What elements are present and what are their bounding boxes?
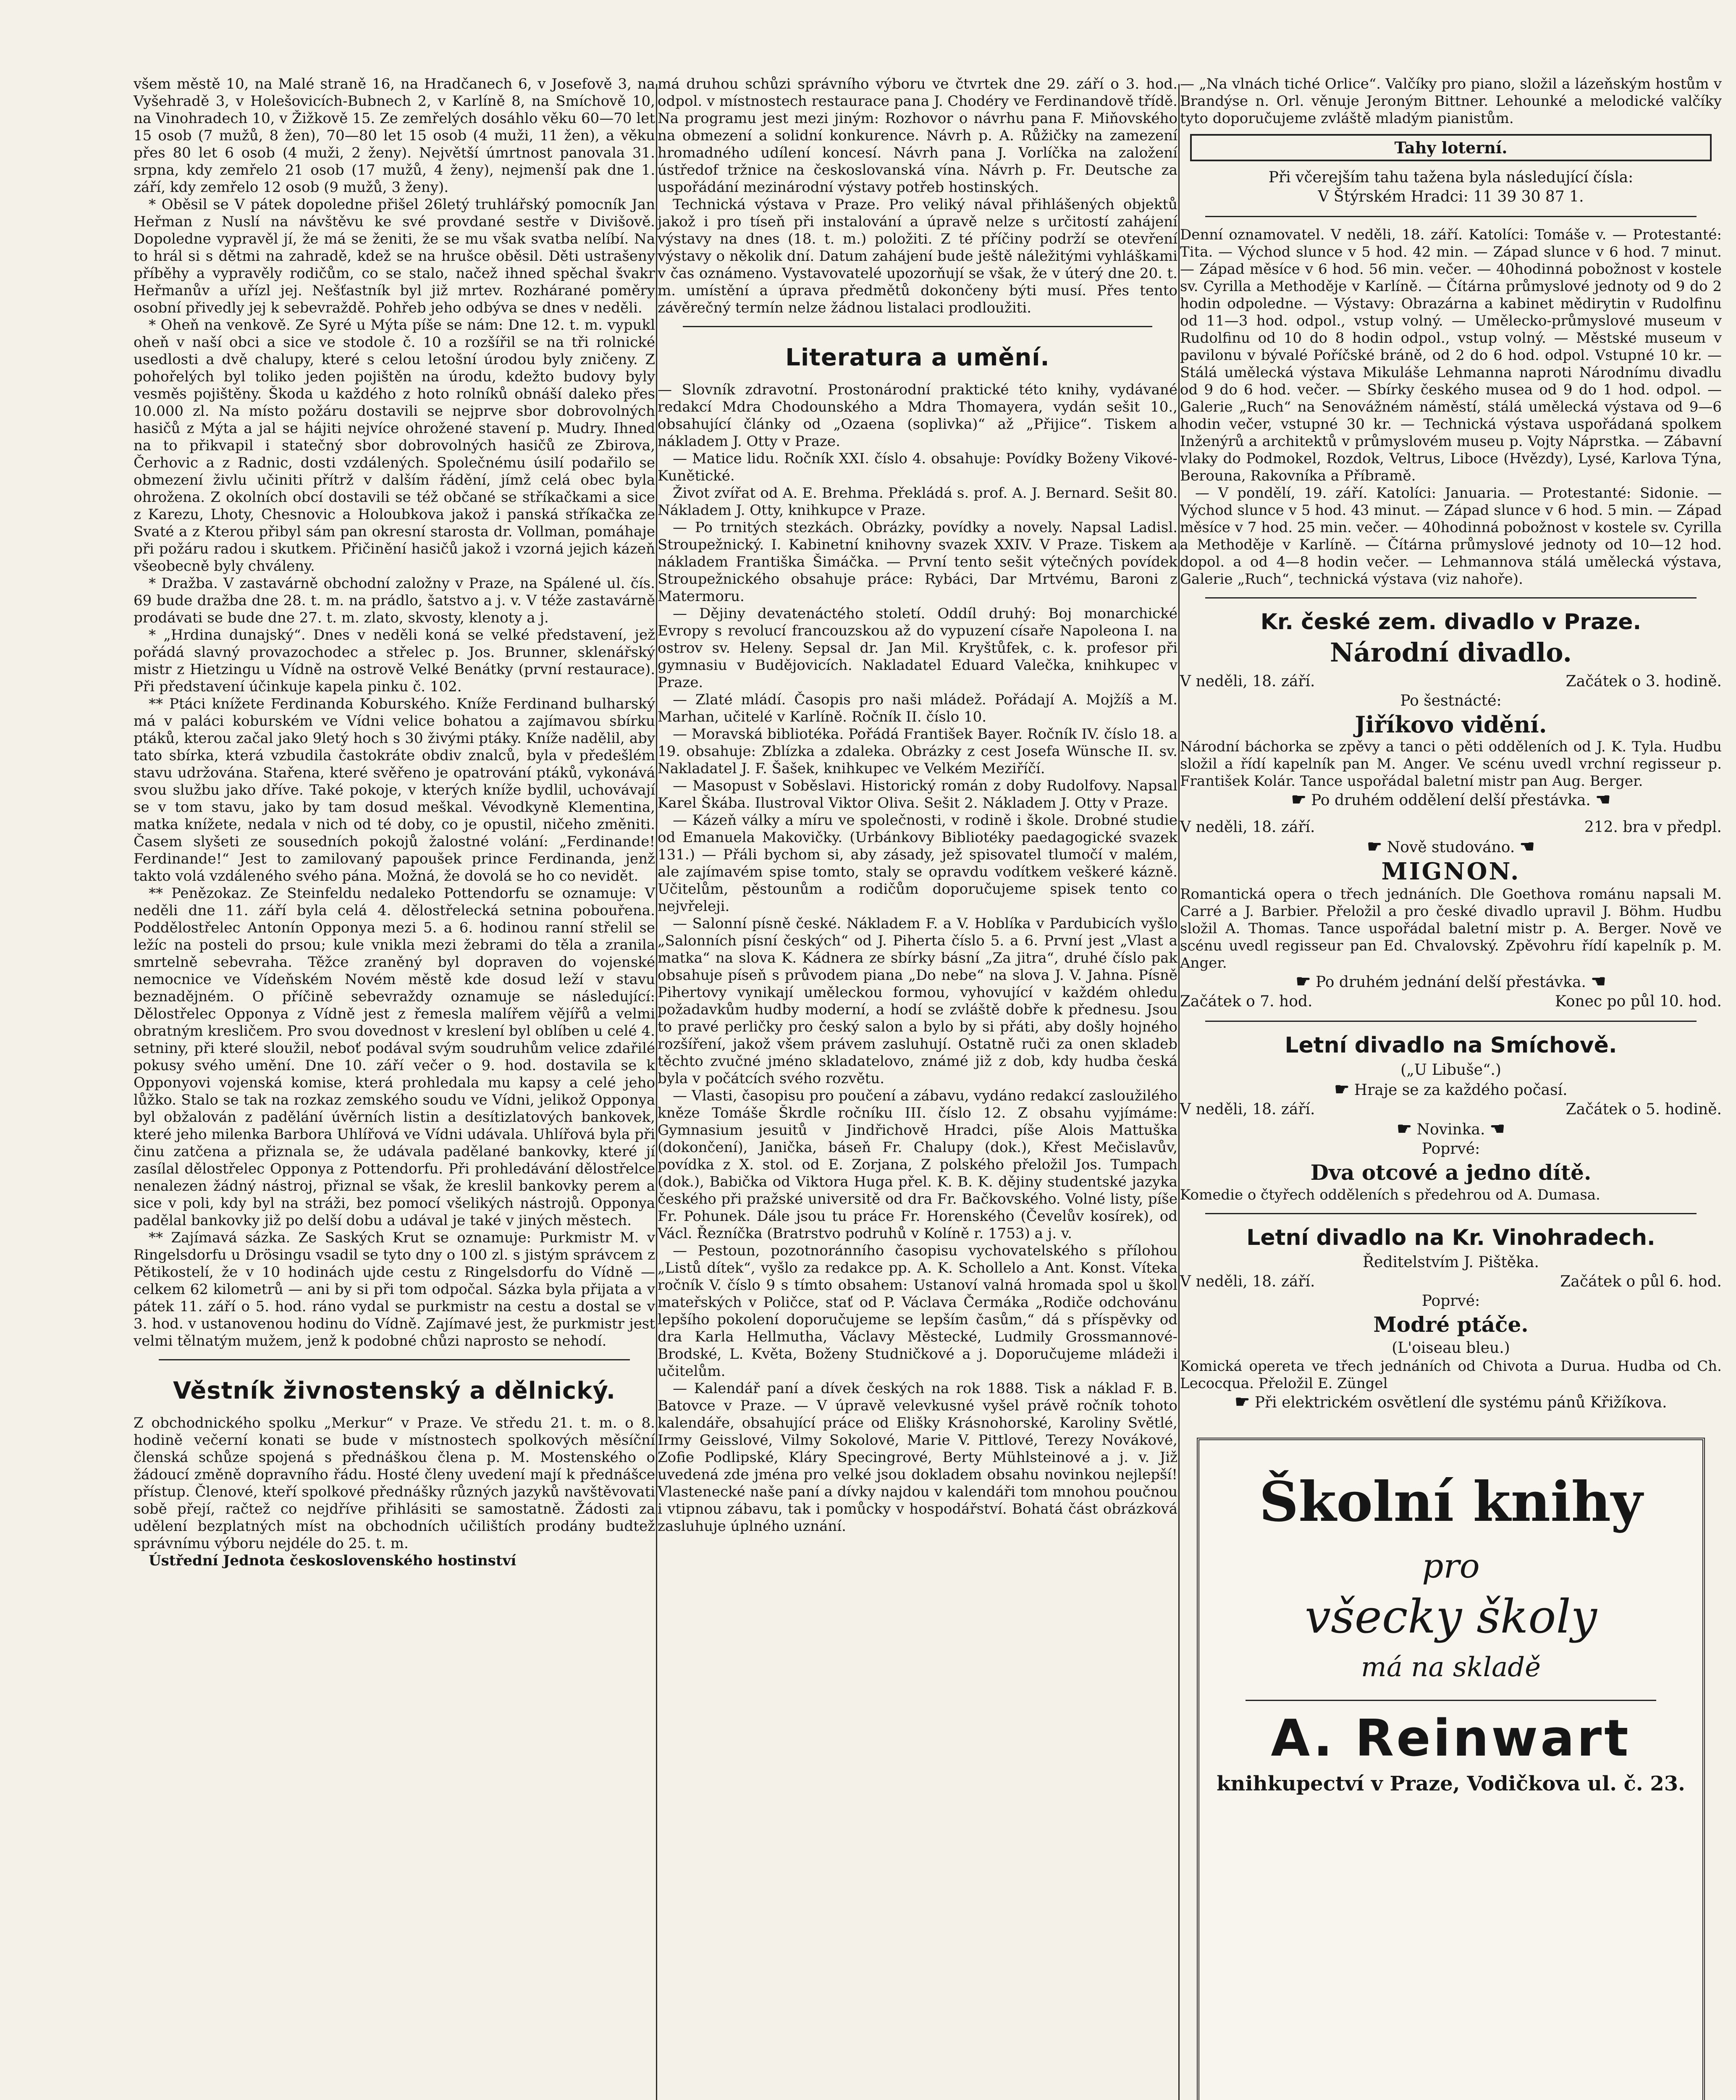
novelty-note	[1180, 1119, 1722, 1139]
performance-line	[1180, 672, 1722, 691]
review-paragraph: Život zvířat od A. E. Brehma. Překládá s. prof. A. J. Bernard. Sešit 80. Nákladem J. Otty, knihkupce v Praze.	[658, 485, 1177, 519]
play-title: Jiříkovo vidění.	[1355, 711, 1547, 738]
news-paragraph: * „Hrdina dunajský“. Dnes v neděli koná se velké představení, jež pořádá slavný provazochodec a střelec p. Jos. Brunner, sklenářský mistr z Hietzingu u Vídně na ostrově Velké Benátky (první restaurace). Při představení účinkuje kapela pinku č. 102.	[134, 627, 655, 695]
news-paragraph: * Oheň na venkově. Ze Syré u Mýta píše se nám: Dne 12. t. m. vypukl oheň v naší obci a sice ve stodole č. 10 a rozšířil se na tři rolnické usedlosti a dvě chalupy, které s celou letošní úrodou byly zničeny. Z pohořelých byl toliko jeden pojištěn na úrodu, kdežto budovy byly vesměs pojištěny. Škoda u každého z hoto rolníků obnáší daleko přes 10.000 zl. Na místo požáru dostavili se nejprve sbor dobrovolných hasičů z Mýta a jal se hájiti nejvíce ohrožené stavení p. Mudry. Ihned na to přikvapil i statečný sbor dobrovolných hasičů ze Zbirova, Čerhovic a z Radnic, dosti vzdálených. Společnému úsilí podařilo se obmezení živlu učiniti přítrž v dalším řádění, jímž celá obec byla ohrožena. Z okolních obcí dostavili se též občané se stříkačkami a sice z Karezu, Lhoty, Chesnovic a Holoubkova jakož i panská stříkačka ze Svaté a z Kterou přibyl sám pan okresní starosta dr. Vollman, pomáhaje při požáru radou i skutkem. Přičinění hasičů jakož i vzorná jejich kázeň všeobecně byly chváleny.	[134, 317, 655, 575]
news-paragraph: Z obchodnického spolku „Merkur“ v Praze. Ve středu 21. t. m. o 8. hodině večerní konati se bude v místnostech spolkových měsíční členská schůze spojená s přednáškou člena p. M. Mostenského o žádoucí změně dopravního řádu. Hosté členy uvedení mají k přednášce přístup. Členové, kteří spolkové přednášky různých jazyků navštěvovati sobě přejí, račtež co nejdříve přihlásiti se samostatně. Žádosti za udělení bezplatných míst na obchodních učilištích prodány budtež správnímu výboru nejdéle do 25. t. m.	[134, 1415, 655, 1552]
performance-line	[1180, 818, 1722, 837]
review-paragraph: — Vlasti, časopisu pro poučení a zábavu, vydáno redakcí zasloužilého kněze Tomáše Škrdle ročníku III. číslo 12. Z obsahu vyjímáme: Gymnasium jesuitů v Jindřichově Hradci, píše Alois Mattuška (dokončení), Janička, báseň Fr. Chalupy (dok.), Křest Mečislavův, povídka z X. stol. od E. Zorjana, Z polského přeložil Jos. Tumpach (dok.), Babička od Viktora Huga přel. K. B. K. dějiny studentské jazyka českého při pražské universitě od dra Fr. Bačkovského. Volné listy, píše Fr. Pohunek. Dále jsou tu práce Fr. Horenského (Čevelův kosírek), od Václ. Řezníčka (Bratrstvo podruhů v Kolíně r. 1753) a j. v.	[658, 1087, 1177, 1242]
review-paragraph: — Pestoun, pozotnoránního časopisu vychovatelského s přílohou „Listů dítek“, vyšlo za redakce pp. A. K. Schollelo a Ant. Konst. Víteka ročník V. číslo 9 s tímto obsahem: Ustanoví valná hromada spol u škol mateřských v Poličce, stať od P. Václava Čermáka „Rodiče odchovánu lepšího pokolení doporučujeme se lepším časům,“ dá s příspěvky od dra Karla Hellmutha, Václavy Městecké, Ludmily Grossmannové-Brodské, L. Květa, Boženy Studničkové a j. Doporučujeme mládeži i učitelům.	[658, 1242, 1177, 1380]
operetta-title: Modré ptáče.	[1373, 1312, 1529, 1337]
new-study-text: Nově studováno.	[1387, 839, 1515, 856]
original-title: (L'oiseau bleu.)	[1392, 1339, 1510, 1357]
review-paragraph: — Zlaté mládí. Časopis pro naši mládež. Pořádají A. Mojžíš a M. Marhan, učitelé v Karlíně. Ročník II. číslo 10.	[658, 691, 1177, 725]
vinohrady-theatre-title: Letní divadlo na Kr. Vinohradech.	[1246, 1225, 1655, 1250]
weather-text: Hraje se za každého počasí.	[1354, 1082, 1568, 1099]
venue-name: („U Libuše“.)	[1400, 1061, 1501, 1079]
column-2	[658, 76, 1177, 1535]
pointing-hand-icon: ☛	[1397, 1119, 1412, 1139]
lighting-note	[1180, 1392, 1722, 1412]
review-paragraph: — Masopust v Soběslavi. Historický román z doby Rudolfovy. Napsal Karel Škába. Ilustroval Viktor Oliva. Sešit 2. Nákladem J. Otty v Praze.	[658, 777, 1177, 811]
news-paragraph: ** Zajímavá sázka. Ze Saských Krut se oznamuje: Purkmistr M. v Ringelsdorfu u Drösingu vsadil se tyto dny o 100 zl. s jistým správcem z Pětikostelí, že v 10 hodinách ujde cestu z Ringelsdorfu do Vídně — celkem 62 kilometrů — ani by si při tom odpočal. Sázka byla přijata a v pátek 11. září o 5. hod. ráno vydal se purkmistr na cestu a dostal se v 3. hod. v ustanovenou hodinu do Vídně. Zajímavé jest, že purkmistr jest velmi tělnatým mužem, jenž k podobné chůzi naprosto se nehodí.	[134, 1229, 655, 1349]
first-performance: Poprvé:	[1421, 1292, 1480, 1310]
operetta-description: Komická opereta ve třech jednáních od Chivota a Durua. Hudba od Ch. Lecocqua. Přeložil E. Züngel	[1180, 1358, 1722, 1392]
ad-seller-name: A. Reinwart	[1271, 1709, 1631, 1768]
divider	[683, 326, 1152, 327]
lottery-line	[1180, 187, 1722, 207]
performance-date: V neděli, 18. září.	[1180, 1101, 1315, 1118]
news-paragraph: má druhou schůzi správního výboru ve čtvrtek dne 29. září o 3. hod. odpol. v místnostech restaurace pana J. Chodéry ve Ferdinandově třídě. Na programu jest mezi jiným: Rozhovor o návrhu pana F. Miňovského na obmezení a solidní konkurence. Návrh p. A. Růžičky na zamezení hromadného udílení koncesí. Návrh pana J. Vorlíčka na založení ústředof tržnice na českoslovanská vína. Návrh p. Fr. Deutsche za uspořádání mezinárodní výstavy potřeb hostinských.	[658, 76, 1177, 196]
performance-times	[1180, 992, 1722, 1011]
review-paragraph: — Slovník zdravotní. Prostonárodní praktické této knihy, vydávané redakcí Mdra Chodounského a Mdra Thomayera, vydán sešit 10., obsahující články od „Ozaena (soplivka)“ až „Přijice“. Tiskem a nákladem J. Otty v Praze.	[658, 381, 1177, 450]
review-paragraph: — Po trnitých stezkách. Obrázky, povídky a novely. Napsal Ladisl. Stroupežnický. I. Kabinetní knihovny svazek XXIV. V Praze. Tiskem a nákladem Františka Šimáčka. — První tento sešit výtečných povídek Stroupežnického obsahuje práce: Rybáci, Dar Mrtvému, Baroni z Matermoru.	[658, 519, 1177, 605]
news-paragraph: Technická výstava v Praze. Pro veliký nával přihlášených objektů jakož i pro tíseň při instalování a úpravě nelze s určitostí zahájení výstavy na dnes (18. t. m.) položiti. Z té příčiny podrží se otevření výstavy o několik dní. Datum zahájení bude ještě náležitými vyhláškami v čas oznámeno. Vystavovatelé upozorňují se však, že v úterý dne 20. t. m. umístění a úprava předmětů dokončeny býti musí. Přes tento závěrečný termín nelze žádnou listalaci prodloužiti.	[658, 196, 1177, 316]
pointing-hand-icon: ☛	[1295, 971, 1311, 991]
news-paragraph: * Oběsil se V pátek dopoledne přišel 26letý truhlářský pomocník Jan Heřman z Nuslí na návštěvu ke své provdané sestře v Divišově. Dopoledne vypravěl jí, že má se ženiti, že se mu však svatba nelíbí. Na to hrál si s dětmi na zahradě, kdež se na hrušce oběsil. Děti ustrašeny příběhy a vypravěly rodičům, co se stalo, načež ihned spěchal švakr Heřmanův a uřízl jej. Nešťastník byl již mrtev. Rozhárané poměry osobní přivedly jej k sebevraždě. Pohřeb jeho odbýva se dnes v neděli.	[134, 196, 655, 316]
theatre-org-title: Kr. české zem. divadlo v Praze.	[1260, 609, 1642, 635]
review-paragraph: — Dějiny devatenáctého století. Oddíl druhý: Boj monarchické Evropy s revolucí francouzskou až do vypuzení císaře Napoleona I. na ostrov sv. Heleny. Sepsal dr. Jan Mil. Kryštůfek, c. k. profesor při gymnasiu v Budějovicích. Nakladatel Eduard Valečka, knihkupec v Praze.	[658, 605, 1177, 691]
pointing-hand-icon: ☛	[1235, 1392, 1250, 1412]
intermission-text: Po druhém oddělení delší přestávka.	[1311, 792, 1591, 809]
divider	[1246, 1700, 1656, 1701]
performance-start: Začátek o půl 6. hod.	[1560, 1273, 1722, 1290]
column-3	[1180, 76, 1722, 2100]
pointing-hand-icon: ☛	[1367, 837, 1382, 856]
weather-note	[1180, 1080, 1722, 1100]
performance-date: V neděli, 18. září.	[1180, 819, 1315, 836]
divider	[1205, 216, 1697, 217]
pointing-hand-icon: ☛	[1334, 1079, 1350, 1099]
performance-count: Po šestnácté:	[1400, 692, 1502, 709]
pointing-hand-icon: ☚	[1591, 971, 1606, 991]
review-paragraph: — Moravská bibliotéka. Pořádá František Bayer. Ročník IV. číslo 18. a 19. obsahuje: Zblízka a zdaleka. Obrázky z cest Josefa Wünsche II. sv. Nakladatel J. F. Šašek, knihkupec ve Velkém Meziříčí.	[658, 726, 1177, 777]
column-rule-1	[656, 84, 657, 2100]
news-paragraph: Ústřední Jednota československého hostinství	[149, 1552, 517, 1569]
daily-announcer: Denní oznamovatel. V neděli, 18. září. Katolíci: Tomáše v. — Protestanté: Tita. — Východ slunce v 5 hod. 42 min. — Západ slunce v 6 hod. 7 minut. — Západ měsíce v 6 hod. 56 min. večer. — 40hodinná pobožnost v kostele sv. Cyrilla a Methoděje v Karlíně. — Čítárna průmyslové jednoty od 9 do 2 hodin odpoledne. — Výstavy: Obrazárna a kabinet mědirytin v Rudolfinu od 11—3 hod. odpol., vstup volný. — Umělecko-průmyslové museum v Rudolfinu od 10 do 8 hodin odpol., vstup volný. — Městské museum v pavilonu v bývalé Poříčské bráně, od 2 do 6 hod. odpol. Vstupné 10 kr. — Stálá umělecká výstava Mikuláše Lehmanna naproti Národnímu divadlu od 9 do 6 hod. večer. — Sbírky českého musea od 9 do 1 hod. odpol. — Galerie „Ruch“ na Senovážném náměstí, stálá umělecká výstava od 9—6 hodin večer, vstupné 30 kr. — Technická výstava uspořádaná spolkem Inženýrů a architektů v průmyslovém museu p. Vojty Náprstka. — Zábavní vlaky do Podmokel, Rozdok, Veltrus, Liboce (Hvězdy), Lysé, Karlova Týna, Berouna, Rakovníka a Příbramě.	[1180, 226, 1722, 484]
ad-for: pro	[1422, 1546, 1480, 1586]
daily-announcer-monday: — V pondělí, 19. září. Katolíci: Januaria. — Protestanté: Sidonie. — Východ slunce v 5 hod. 43 minut. — Západ slunce v 6 hod. 5 min. — Západ měsíce v 7 hod. 25 min. večer. — 40hodinná pobožnost v kostele sv. Cyrilla a Methoděje v Karlíně. — Čítárna průmyslové jednoty od 10—12 hod. dopol. a od 4—8 hodin večer. — Lehmannova stálá umělecká výstava, Galerie „Ruch“, technická výstava (viz nahoře).	[1180, 485, 1722, 588]
performance-end: Konec po půl 10. hod.	[1555, 993, 1722, 1010]
national-theatre-title: Národní divadlo.	[1330, 637, 1572, 668]
section-title-trades: Věstník živnostenský a dělnický.	[173, 1377, 616, 1404]
lottery-title: Tahy loterní.	[1190, 134, 1712, 161]
review-paragraph: — Matice lidu. Ročník XXI. číslo 4. obsahuje: Povídky Boženy Vikové-Kunětické.	[658, 450, 1177, 484]
review-paragraph: — Kázeň války a míru ve společnosti, v rodině i škole. Drobné studie od Emanuela Makovičky. (Urbánkovy Bibliotéky paedagogické svazek 131.) — Přáli bychom si, aby zásady, jež spisovatel tlumočí v malém, ale zajímavém spise tomto, staly se opravdu vodítkem veškeré kázně. Učitelům, pěstounům a rodičům doporučujeme spisek tento co nejvřeleji.	[658, 812, 1177, 915]
divider	[1205, 1213, 1697, 1214]
performance-line	[1180, 1272, 1722, 1292]
review-paragraph: — Kalendář paní a dívek českých na rok 1888. Tisk a náklad F. B. Batovce v Praze. — V úpravě velevkusné vyšel právě ročník tohoto kalendáře, obsahující práce od Elišky Krásnohorské, Karoliny Světlé, Irmy Geisslové, Vilmy Sokolové, Marie V. Pittlové, Terezy Novákové, Zofie Podlipské, Kláry Specingrové, Berty Mühlsteinové a j. v. Již uvedená zde jména pro velké jsou dokladem obsahu novinkou nejlepší! Vlastenecké naše paní a dívky najdou v kalendáři tom mnohou poučnou i vtipnou zábavu, tak i pomůcky v hospodářství. Bohatá část obrázková zasluhuje úplného uznání.	[658, 1380, 1177, 1535]
review-paragraph: — Salonní písně české. Nákladem F. a V. Hoblíka v Pardubicích vyšlo „Salonních písní českých“ od J. Piherta číslo 5. a 6. První jest „Vlast a matka“ na slova K. Kádnera ze sbírky básní „Za jitra“, druhé číslo pak obsahuje píseň s průvodem piana „Do nebe“ na slova J. V. Jahna. Písně Pihertovy vynikají uměleckou formou, vyhovující v každém ohledu požadavkům hudby moderní, a hodí se zvláště dobře k přednesu. Jsou to pravé perličky pro český salon a bylo by si přáti, aby došly hojného rozšíření, jakož všem právem zasluhují. Ostatně ruči za onen skladeb těchto zvučné jméno skladatelovo, známé již z dob, kdy hudba česká byla v počátcích svého rozvětu.	[658, 915, 1177, 1087]
intermission-text: Po druhém jednání delší přestávka.	[1315, 974, 1586, 991]
divider	[1205, 1021, 1697, 1022]
ad-address: knihkupectví v Praze, Vodičkova ul. č. 23.	[1217, 1772, 1685, 1796]
performance-date: V neděli, 18. září.	[1180, 673, 1315, 690]
news-paragraph: ** Penězokaz. Ze Steinfeldu nedaleko Pottendorfu se oznamuje: V neděli dne 11. září byla celá 4. dělostřelecká setnina pobouřena. Poddělostřelec Antonín Opponya mezi 5. a 6. hodinou ranní střelil se ležíc na posteli do prsou; kule vnikla mezi žebrami do těla a zranila smrtelně sebevraha. Těžce zraněný byl dopraven do vojenské nemocnice ve Vídeňském Novém městě kde dosud leží v stavu beznadějném. O příčině sebevraždy oznamuje se následující: Dělostřelec Opponya z Vídně jest z řemesla malířem vějířů a velmi obratným kresličem. Pro svou dovednost v kreslení byl oblíben u celé 4. setniny, při které sloužil, neboť podával svým soudruhům velice zdařilé pokusy svého umění. Dne 10. září večer o 9. hod. dostavila se k Opponyovi vojenská komise, která prohledala mu kapsy a celé jeho lůžko. Stalo se tak na rozkaz zemského soudu ve Vídni, jelikož Opponya byl obžalován z padělání úvěrních listin a desítizlatových bankovek, které jeho milenka Barbora Uhlířová ve Vídni udávala. Uhlířová byla při činu zatčena a přiznala se, že udávala padělané bankovky, které jí zasílal dělostřelec Opponya z Pottendorfu. Při prohledávání dělostřelce nenalezen žádný nástroj, přiznal se však, že kreslil bankovky perem a sice v poli, kdy byl na stráži, bez pomocí všelikých nástrojů. Opponya padělal bankovky již po delší dobu a udával je také v jiných městech.	[134, 885, 655, 1229]
play-description: Národní báchorka se zpěvy a tanci o pěti odděleních od J. K. Tyla. Hudbu složil a řídí kapelník pan M. Anger. Ve scénu uvedl vrchní regisseur p. František Kolár. Tance uspořádal baletní mistr pan Aug. Berger.	[1180, 738, 1722, 790]
music-note: — „Na vlnách tiché Orlice“. Valčíky pro piano, složil a lázeňským hostům v Brandýse n. Orl. věnuje Jeroným Bittner. Lehounké a melodické valčíky tyto doporučujeme zvláště mladým pianistům.	[1180, 76, 1722, 127]
news-paragraph: všem městě 10, na Malé straně 16, na Hradčanech 6, v Josefově 3, na Vyšehradě 3, v Holešovicích-Bubnech 2, v Karlíně 8, na Smíchově 10, na Vinohradech 10, v Žižkově 15. Ze zemřelých dosáhlo věku 60—70 let 15 osob (7 mužů, 8 žen), 70—80 let 15 osob (4 muži, 11 žen), a věku přes 80 let 6 osob (4 muži, 2 ženy). Největší úmrtnost panovala 31. srpna, kdy zemřelo 21 osob (17 mužů, 4 ženy), nejmenší pak dne 1. září, kdy zemřelo 12 osob (9 mužů, 3 ženy).	[134, 76, 655, 196]
new-study-note	[1180, 837, 1722, 857]
ad-all-schools: všecky školy	[1305, 1590, 1597, 1643]
pointing-hand-icon: ☚	[1489, 1119, 1505, 1139]
bookshop-advertisement	[1197, 1438, 1705, 2100]
lottery-text: Při včerejším tahu tažena byla následující čísla:	[1268, 169, 1634, 186]
smichov-theatre-title: Letní divadlo na Smíchově.	[1285, 1033, 1617, 1058]
lottery-city: V Štýrském Hradci:	[1318, 188, 1469, 205]
column-1	[134, 76, 655, 1570]
news-paragraph: * Dražba. V zastavárně obchodní založny v Praze, na Spálené ul. čís. 69 bude dražba dne 28. t. m. na prádlo, šatstvo a j. v. V téže zastavárně prodávati se bude dne 27. t. m. zlato, skvosty, klenoty a j.	[134, 575, 655, 626]
intermission-note	[1180, 972, 1722, 992]
play-title: Dva otcové a jedno dítě.	[1310, 1160, 1592, 1185]
novelty-text: Novinka.	[1416, 1121, 1485, 1138]
performance-start: Začátek o 5. hodině.	[1566, 1101, 1722, 1118]
first-performance: Poprvé:	[1421, 1140, 1480, 1158]
performance-subscription: 212. bra v předpl.	[1584, 819, 1722, 836]
performance-start: Začátek o 7. hod.	[1180, 993, 1313, 1010]
lighting-text: Při elektrickém osvětlení dle systému pánů Křižíkova.	[1254, 1394, 1667, 1411]
divider	[1205, 597, 1697, 598]
ad-in-stock: má na skladě	[1361, 1652, 1541, 1683]
lottery-numbers: 11 39 30 87 1.	[1473, 188, 1584, 205]
performance-line	[1180, 1100, 1722, 1119]
theatre-direction: Ředitelstvím J. Pištěka.	[1363, 1254, 1539, 1271]
opera-description: Romantická opera o třech jednáních. Dle Goethova románu napsali M. Carré a J. Barbier. Přeložil a pro české divadlo upravil J. Böhm. Hudbu složil A. Thomas. Tance uspořádal baletní mistr p. A. Berger. Nově ve scénu uvedl regisseur pan Ed. Chvalovský. Zpěvohru řídí kapelník p. M. Anger.	[1180, 886, 1722, 971]
section-title-literature: Literatura a umění.	[785, 344, 1050, 371]
performance-date: V neděli, 18. září.	[1180, 1273, 1315, 1290]
ad-headline: Školní knihy	[1259, 1470, 1643, 1534]
divider	[159, 1359, 630, 1360]
play-description: Komedie o čtyřech odděleních s předehrou od A. Dumasa.	[1180, 1186, 1600, 1203]
performance-start: Začátek o 3. hodině.	[1566, 673, 1722, 690]
intermission-note	[1180, 790, 1722, 810]
news-paragraph: ** Ptáci knížete Ferdinanda Koburského. Kníže Ferdinand bulharský má v paláci koburském ve Vídni velice bohatou a zajímavou sbírku ptáků, kterou začal jako 9letý hoch s 30 živými ptáky. Kníže nadělil, aby tato sbírka, která vzbudila častokráte obdiv znalců, byla v předešlém stavu udržována. Stařena, které svěřeno je opatrování ptáků, vykonává svou službu jako dříve. Také pokoje, v kterých kníže bydlil, uchovávají se v tom stavu, jako by tam dosud meškal. Vévodkyně Klementina, matka knížete, nedala v nich od té doby, co je opustil, ničeho změniti. Časem slyšeti ze sousedních pokojů žalostné volání: „Ferdinande! Ferdinande!“ Jest to zamilovaný papoušek prince Ferdinanda, jenž takto volá vzdáleného svého pána. Možná, že dovolá se ho co nevidět.	[134, 696, 655, 885]
pointing-hand-icon: ☚	[1519, 837, 1535, 856]
pointing-hand-icon: ☛	[1291, 790, 1306, 809]
opera-title: MIGNON.	[1381, 858, 1521, 885]
pointing-hand-icon: ☚	[1595, 790, 1611, 809]
column-rule-2	[1178, 84, 1180, 2100]
